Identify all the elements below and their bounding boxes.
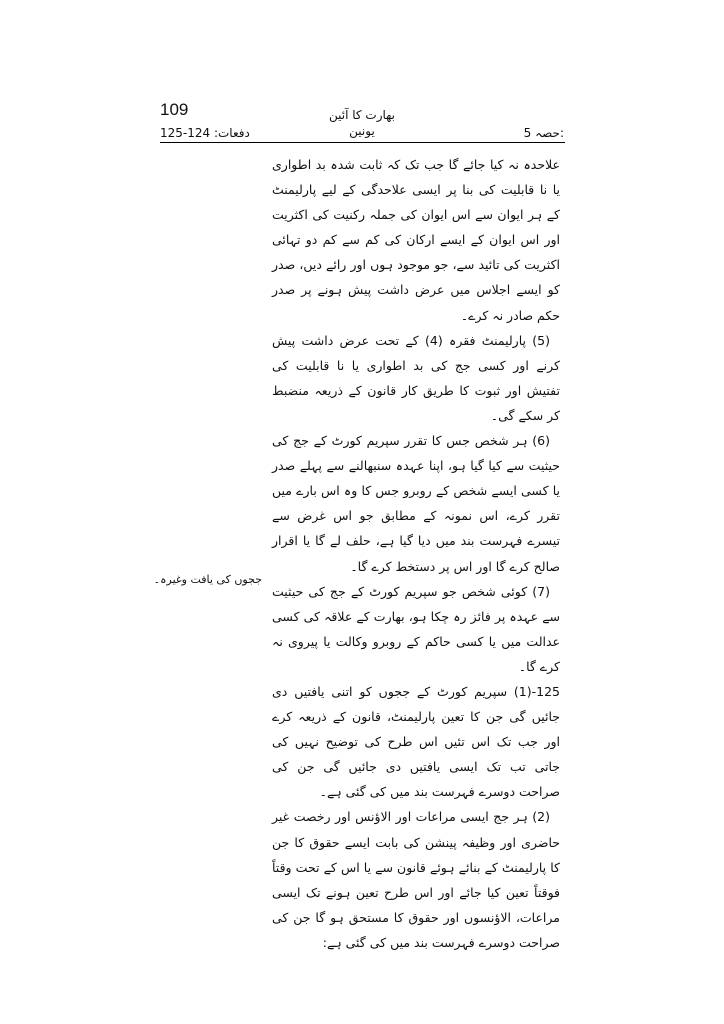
body-text (272, 152, 560, 955)
paragraph-clause-7: (7) کوئی شخص جو سپریم کورٹ کے جج کی حیثیت سے عہدہ پر فائز رہ چکا ہو، بھارت کے علاقہ کی کسی عدالت میں یا کسی حاکم کے روبرو وکالت یا پیروی نہ کرے گا۔ (272, 583, 560, 674)
paragraph-article-125-2: (2) ہر جج ایسی مراعات اور الاؤنس اور رخصت غیر حاضری اور وظیفہ پینشن کی بابت ایسے حقوق کا جن کا پارلیمنٹ کے بنائے ہوئے قانون سے یا اس کے تحت وقتاً فوقتاً تعین کیا جائے اور اس طرح تعین ہونے تک ایسی مراعات، الاؤنسوں اور حقوق کا مستحق ہو گا جن کی صراحت دوسرے فہرست بند میں کی گئی ہے: (272, 809, 560, 950)
header-rule (160, 142, 565, 143)
paragraph-article-125-1: 125-(1) سپریم کورٹ کے ججوں کو اتنی یافتیں دی جائیں گی جن کا تعین پارلیمنٹ، قانون کے ذریعہ کرے اور جب تک اس تئیں اس طرح کی توضیح نہیں کی جاتی تب تک ایسی یافتیں دی جائیں گی جن کی صراحت دوسرے فہرست بند میں کی گئی ہے۔ (272, 683, 560, 800)
book-title: بھارت کا آئین (328, 108, 396, 122)
side-note: ججوں کی یافت وغیرہ۔ (153, 573, 262, 586)
paragraph-clause-6: (6) ہر شخص جس کا تقرر سپریم کورٹ کے جج کی حیثیت سے کیا گیا ہو، اپنا عہدہ سنبھالنے سے پہلے صدر یا کسی ایسے شخص کے روبرو جس کا وہ اس بارے میں تقرر کرے، اس نمونہ کے مطابق جو اس غرض سے تیسرے فہرست بند میں دیا گیا ہے، حلف لے گا یا اقرار صالح کرے گا اور اس پر دستخط کرے گا۔ (272, 433, 560, 574)
paragraph-clause-5: (5) پارلیمنٹ فقرہ (4) کے تحت عرض داشت پیش کرنے اور کسی جج کی بد اطواری یا نا قابلیت کی تفتیش اور ثبوت کا طریق کار قانون کے ذریعہ منضبط کر سکے گی۔ (272, 332, 560, 423)
part-title: یونین (349, 124, 375, 138)
page-number: 109 (160, 100, 189, 119)
sections-label: دفعات: 124-125 (160, 126, 250, 140)
paragraph-continuation: علاحدہ نہ کیا جائے گا جب تک کہ ثابت شدہ بد اطواری یا نا قابلیت کی بنا پر ایسی علاحدگی کے لیے پارلیمنٹ کے ہر ایوان سے اس ایوان کی جملہ رکنیت کی اکثریت اور اس ایوان کے ایسے ارکان کی کم سے کم دو تہائی اکثریت کی تائید سے، جو موجود ہوں اور رائے دیں، صدر کو ایسے اجلاس میں عرض داشت پیش ہونے پر صدر حکم صادر نہ کرے۔ (272, 157, 560, 323)
part-label: حصہ 5: (523, 126, 564, 140)
